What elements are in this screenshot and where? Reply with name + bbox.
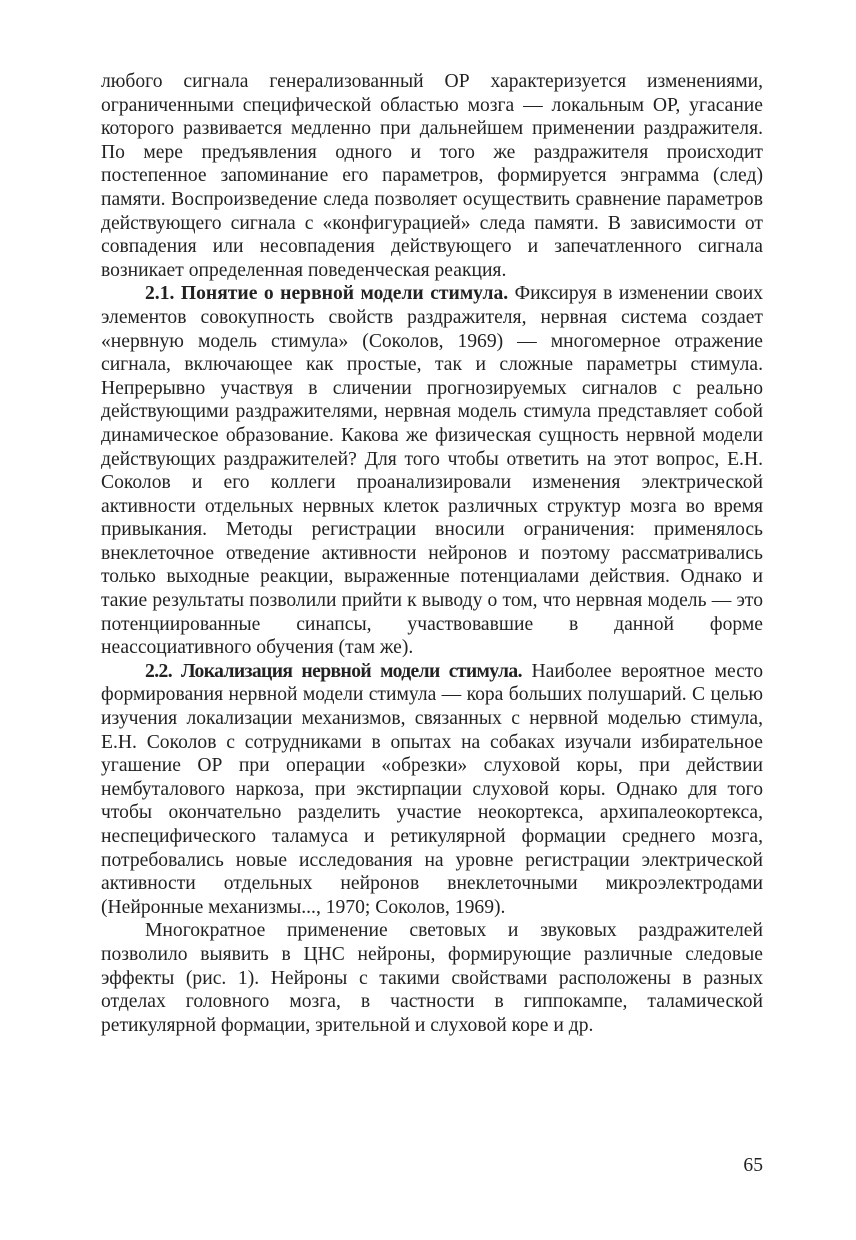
page-body (101, 70, 763, 1037)
section-2-1-paragraph (101, 282, 763, 660)
closing-paragraph: Многократное применение световых и звуковых раздражителей позволило выявить в ЦНС нейроны, формирующие различные следовые эффекты (рис. 1). Нейроны с такими свойствами расположены в разных отделах головного мозга, в частности в гиппокампе, таламической ретикулярной формации, зрительной и слуховой коре и др. (101, 920, 763, 1036)
section-2-1-text: Фиксируя в изменении своих элементов совокупность свойств раздражителя, нервная система создает «нервную модель стимула» (Соколов, 1969) — многомерное отражение сигнала, включающее как простые, так и сложные параметры стимула. Непрерывно участвуя в сличении прогнозируемых сигналов с реально действующими раздражителями, нервная модель стимула представляет собой динамическое образование. Какова же физическая сущность нервной модели действующих раздражителей? Для того чтобы ответить на этот вопрос, Е.Н. Соколов и его коллеги проанализировали изменения электрической активности отдельных нервных клеток различных структур мозга во время привыкания. Методы регистрации вносили ограничения: применялось внеклеточное отведение активности нейронов и поэтому рассматривались только выходные реакции, выраженные потенциалами действия. Однако и такие результаты позволили прийти к выводу о том, что нервная модель — это потенциированные синапсы, участвовавшие в данной форме неассоциативного обучения (там же). (101, 283, 763, 659)
intro-paragraph: любого сигнала генерализованный ОР характеризуется изменениями, ограниченными специфической областью мозга — локальным ОР, угасание которого развивается медленно при дальнейшем применении раздражителя. По мере предъявления одного и того же раздражителя происходит постепенное запоминание его параметров, формируется энграмма (след) памяти. Воспроизведение следа позволяет осуществить сравнение параметров действующего сигнала с «конфигурацией» следа памяти. В зависимости от совпадения или несовпадения действующего и запечатленного сигнала возникает определенная поведенческая реакция. (101, 71, 763, 281)
section-2-1-heading: 2.1. Понятие о нервной модели стимула. (145, 283, 509, 305)
section-2-2-text: Наиболее вероятное место формирования нервной модели стимула — кора больших полушарий. С целью изучения локализации механизмов, связанных с нервной моделью стимула, Е.Н. Соколов с сотрудниками в опытах на собаках изучали избирательное угашение ОР при операции «обрезки» слуховой коры, при действии нембуталового наркоза, при экстирпации слуховой коры. Однако для того чтобы окончательно разделить участие неокортекса, архипалеокортекса, неспецифического таламуса и ретикулярной формации среднего мозга, потребовались новые исследования на уровне регистрации электрической активности отдельных нейронов внеклеточными микроэлектродами (Нейронные механизмы..., 1970; Соколов, 1969). (101, 660, 763, 918)
section-2-2-paragraph (101, 660, 763, 920)
page-number: 65 (743, 1155, 763, 1176)
section-2-2-heading: 2.2. Локализация нервной модели стимула. (145, 660, 522, 682)
